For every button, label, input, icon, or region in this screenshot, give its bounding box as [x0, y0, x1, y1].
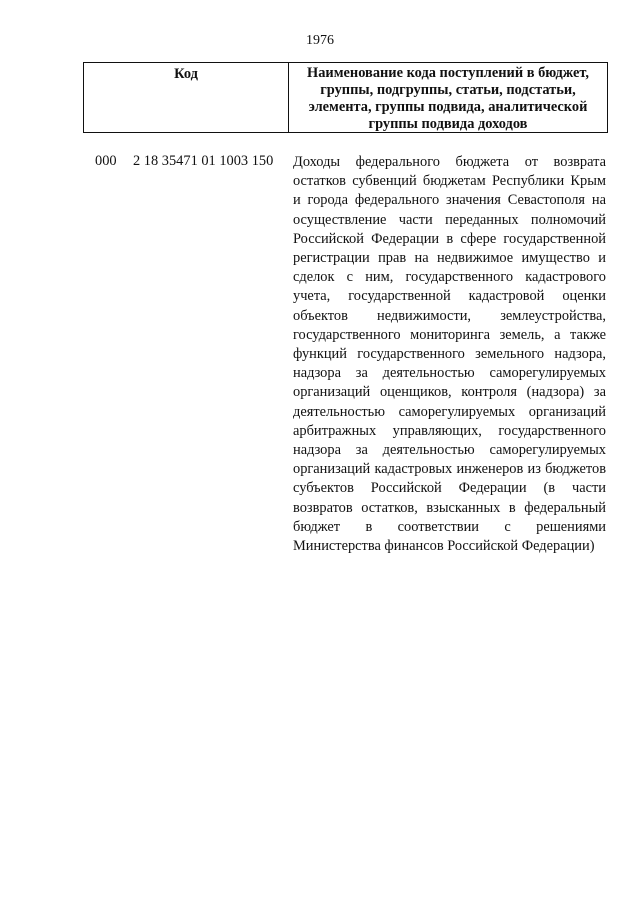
row-admin-code: 000 — [95, 153, 117, 169]
page-number: 1976 — [306, 33, 334, 48]
table-header — [83, 62, 608, 133]
header-code: Код — [84, 63, 289, 132]
header-name: Наименование кода поступлений в бюджет, группы, подгруппы, статьи, подстатьи, элемента, группы подвида, аналитической группы подвида доходов — [307, 65, 589, 132]
row-revenue-code: 2 18 35471 01 1003 150 — [133, 153, 274, 169]
row-description: Доходы федерального бюджета от возврата остатков субвенций бюджетам Республики Крым и города федерального значения Севастополя на осуществление части переданных полномочий Российской Федерации в сфере государственной регистрации прав на недвижимое имущество и сделок с ним, государственного кадастрового учета, государственной кадастровой оценки объектов недвижимости, землеустройства, государственного мониторинга земель, а также функций государственного земельного надзора, надзора за деятельностью саморегулируемых организаций оценщиков, контроля (надзора) за деятельностью саморегулируемых организаций арбитражных управляющих, государственного надзора за деятельностью саморегулируемых организаций кадастровых инженеров из бюджетов субъектов Российской Федерации (в части возвратов остатков, взысканных в федеральный бюджет в соответствии с решениями Министерства финансов Российской Федерации) — [293, 154, 606, 555]
